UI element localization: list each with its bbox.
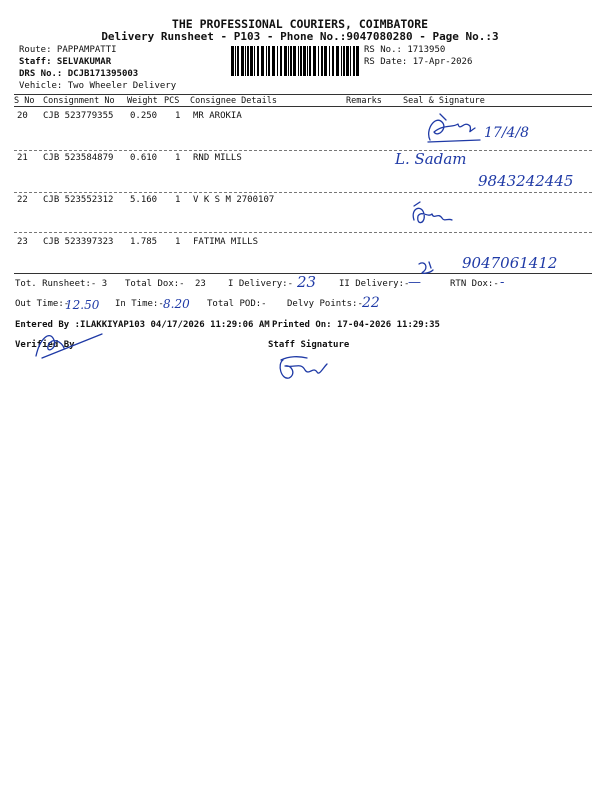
row-21-phone: 9843242445 <box>478 172 574 190</box>
table-top-rule <box>14 94 592 95</box>
entered-by: Entered By :ILAKKIYAP103 04/17/2026 11:29:06 AM <box>15 320 270 330</box>
staff-signature-icon <box>275 350 340 385</box>
total-dox-label: Total Dox:- <box>125 279 185 289</box>
rtn-dox-value: - <box>500 275 505 290</box>
row-21-pcs: 1 <box>175 153 181 163</box>
row-23-consignee: FATIMA MILLS <box>193 237 259 247</box>
in-time-label: In Time:- <box>115 299 164 309</box>
i-delivery-value: 23 <box>297 273 317 291</box>
col-header-pcs: PCS <box>164 96 180 106</box>
route-label: Route: PAPPAMPATTI <box>19 45 117 55</box>
printed-on: Printed On: 17-04-2026 11:29:35 <box>272 320 440 330</box>
row-20-consignment: CJB 523779355 <box>43 111 114 121</box>
row-23-phone: 9047061412 <box>462 254 558 272</box>
drs-number: DRS No.: DCJB171395003 <box>19 69 139 79</box>
row-22-weight: 5.160 <box>130 195 158 205</box>
row-20-date: 17/4/8 <box>484 125 530 141</box>
total-runsheet: Tot. Runsheet:- 3 <box>15 279 108 289</box>
row-20-pcs: 1 <box>175 111 181 121</box>
barcode-icon <box>231 46 359 76</box>
row-21-sno: 21 <box>17 153 28 163</box>
col-header-seal-signature: Seal & Signature <box>403 96 485 106</box>
verified-by-label: Verified By <box>15 340 75 350</box>
signature-row-20-icon <box>420 110 485 150</box>
rs-date: RS Date: 17-Apr-2026 <box>364 57 473 67</box>
row-22-consignment: CJB 523552312 <box>43 195 114 205</box>
ii-delivery-label: II Delivery:- <box>339 279 410 289</box>
signature-row-22-icon <box>408 200 458 235</box>
row-23-sno: 23 <box>17 237 28 247</box>
total-dox-value: 23 <box>195 279 206 289</box>
row-22-consignee: V K S M 2700107 <box>193 195 275 205</box>
row-divider <box>14 192 592 193</box>
row-22-pcs: 1 <box>175 195 181 205</box>
row-20-consignee: MR AROKIA <box>193 111 242 121</box>
rtn-dox-label: RTN Dox:- <box>450 279 499 289</box>
staff-label: Staff: SELVAKUMAR <box>19 57 112 67</box>
row-20-sno: 20 <box>17 111 28 121</box>
col-header-remarks: Remarks <box>346 96 382 106</box>
row-21-consignment: CJB 523584879 <box>43 153 114 163</box>
row-23-weight: 1.785 <box>130 237 158 247</box>
out-time-value: 12.50 <box>65 298 100 312</box>
in-time-value: 8.20 <box>163 297 190 311</box>
staff-signature-label: Staff Signature <box>268 340 350 350</box>
row-divider <box>14 232 592 233</box>
total-pod-label: Total POD:- <box>207 299 267 309</box>
company-title: THE PROFESSIONAL COURIERS, COIMBATORE <box>171 17 429 31</box>
row-23-pcs: 1 <box>175 237 181 247</box>
row-21-consignee: RND MILLS <box>193 153 242 163</box>
col-header-consignee: Consignee Details <box>190 96 277 106</box>
verified-signature-icon <box>32 328 107 363</box>
row-21-signature: L. Sadam <box>395 150 467 168</box>
out-time-label: Out Time:- <box>15 299 70 309</box>
col-header-sno: S No <box>14 96 35 106</box>
i-delivery-label: I Delivery:- <box>228 279 294 289</box>
row-22-sno: 22 <box>17 195 28 205</box>
row-20-weight: 0.250 <box>130 111 158 121</box>
col-header-consignment: Consignment No <box>43 96 115 106</box>
rs-number: RS No.: 1713950 <box>364 45 446 55</box>
row-23-consignment: CJB 523397323 <box>43 237 114 247</box>
col-header-weight: Weight <box>127 96 158 106</box>
table-header-rule <box>14 106 592 107</box>
row-21-weight: 0.610 <box>130 153 158 163</box>
runsheet-subtitle: Delivery Runsheet - P103 - Phone No.:9047080280 - Page No.:3 <box>101 30 499 43</box>
ii-delivery-value: — <box>408 275 421 290</box>
delvy-points-label: Delvy Points:- <box>287 299 363 309</box>
row-divider <box>14 150 592 151</box>
delvy-points-value: 22 <box>362 295 380 311</box>
vehicle-label: Vehicle: Two Wheeler Delivery <box>19 81 177 91</box>
